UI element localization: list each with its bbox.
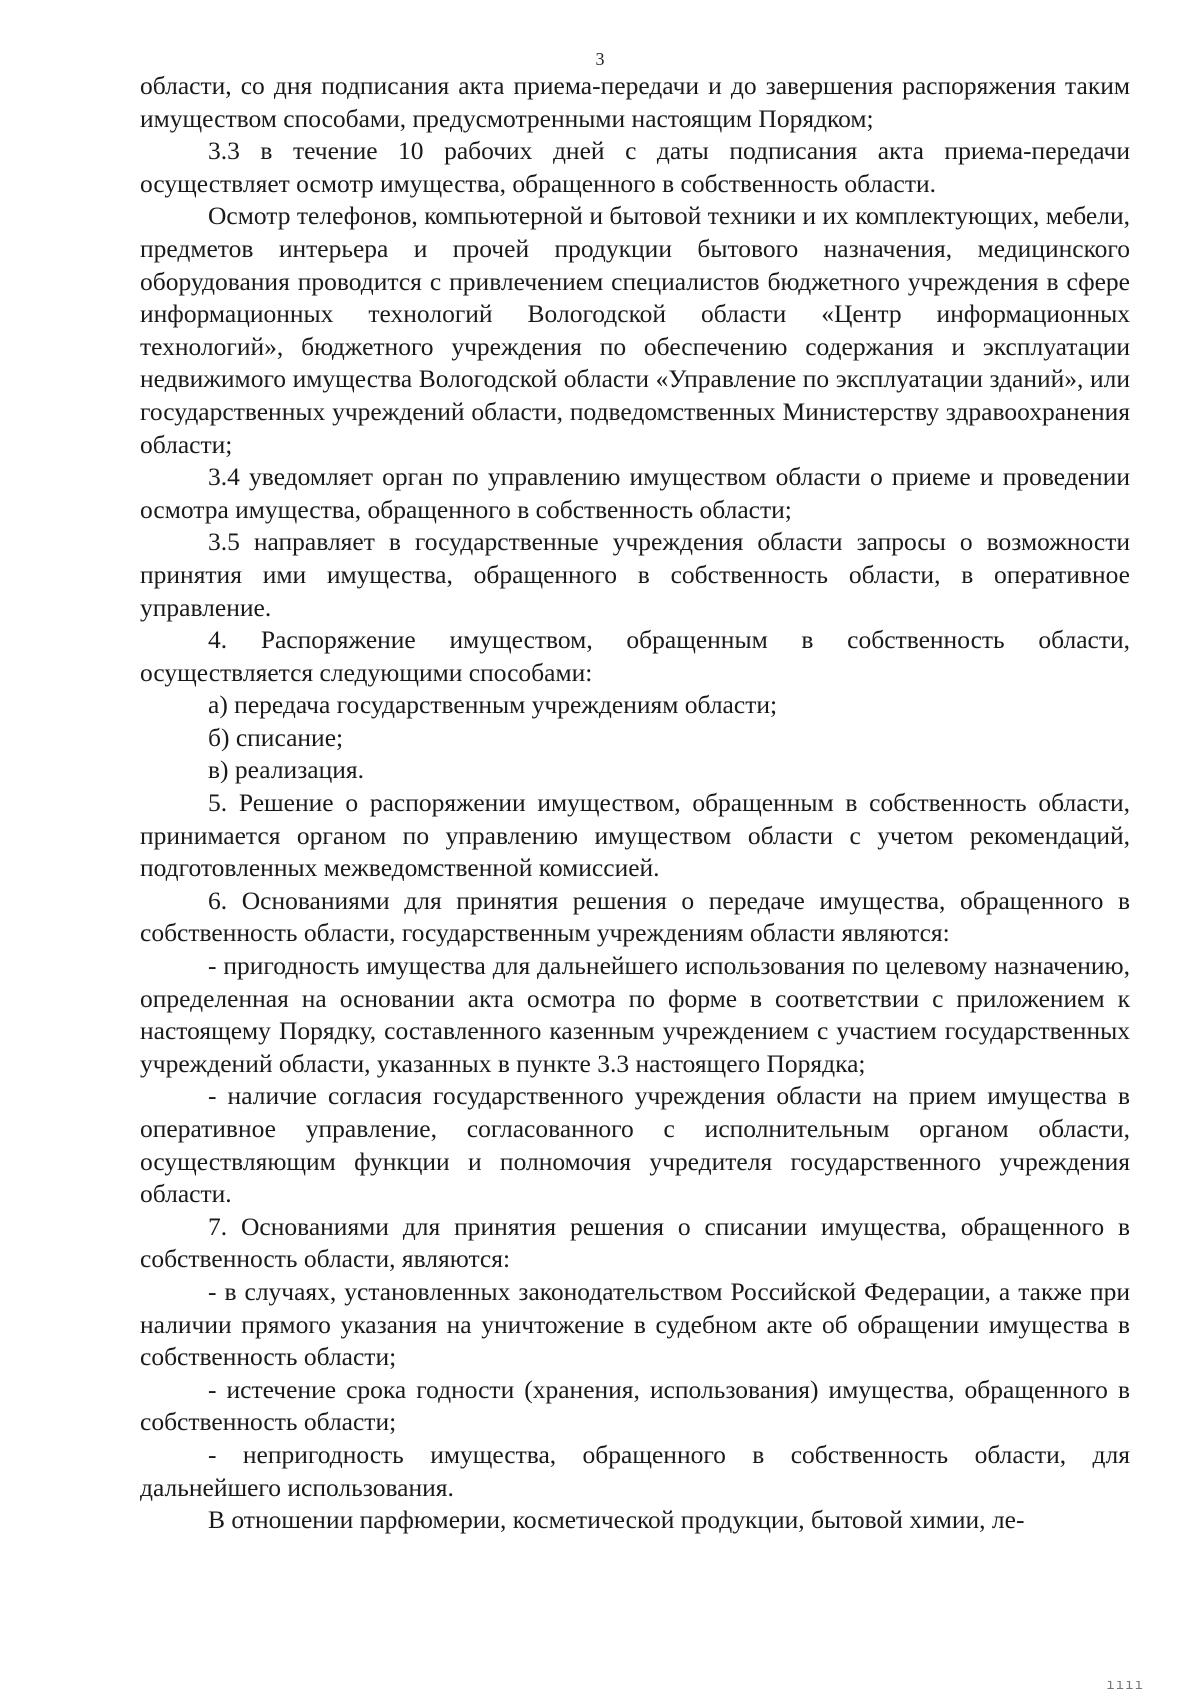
list-item: - непригодность имущества, обращенного в собственность области, для дальнейшего использования. [140, 1439, 1130, 1502]
paragraph: 7. Основаниями для принятия решения о списании имущества, обращенного в собственность области, являются: [140, 1211, 1130, 1274]
page-number: 3 [595, 49, 605, 69]
document-body [140, 70, 1130, 1537]
paragraph: 6. Основаниями для принятия решения о передаче имущества, обращенного в собственность области, государственным учреждениям области являются: [140, 885, 1130, 948]
paragraph: 4. Распоряжение имуществом, обращенным в собственность области, осуществляется следующими способами: [140, 625, 1130, 687]
list-item: - наличие согласия государственного учреждения области на прием имущества в оперативное управление, согласованного с исполнительным органом области, осуществляющим функции и полномочия учредителя государственного учреждения области. [140, 1081, 1130, 1209]
scan-corner-mark: ıııı [1106, 1677, 1144, 1693]
paragraph: Осмотр телефонов, компьютерной и бытовой техники и их комплектующих, мебели, предметов интерьера и прочей продукции бытового назначения, медицинского оборудования проводится с привлечением специалистов бюджетного учреждения в сфере информационных технологий Вологодской области «Центр информационных технологий», бюджетного учреждения по обеспечению содержания и эксплуатации недвижимого имущества Вологодской области «Управление по эксплуатации зданий», или государственных учреждений области, подведомственных Министерству здравоохранения области; [140, 201, 1130, 459]
list-item: в) реализация. [208, 755, 364, 785]
list-item: - в случаях, установленных законодательством Российской Федерации, а также при наличии прямого указания на уничтожение в судебном акте об обращении имущества в собственность области; [140, 1276, 1130, 1372]
list-item: - истечение срока годности (хранения, использования) имущества, обращенного в собственность области; [140, 1374, 1130, 1437]
paragraph: 5. Решение о распоряжении имуществом, обращенным в собственность области, принимается органом по управлению имуществом области с учетом рекомендаций, подготовленных межведомственной комиссией. [140, 788, 1130, 883]
list-item: - пригодность имущества для дальнейшего использования по целевому назначению, определенная на основании акта осмотра по форме в соответствии с приложением к настоящему Порядку, составленного казенным учреждением с участием государственных учреждений области, указанных в пункте 3.3 настоящего Порядка; [140, 951, 1130, 1078]
paragraph: области, со дня подписания акта приема-передачи и до завершения распоряжения таким имуществом способами, предусмотренными настоящим Порядком; [140, 71, 1130, 133]
list-item: а) передача государственным учреждениям области; [208, 690, 778, 720]
paragraph: 3.5 направляет в государственные учреждения области запросы о возможности принятия ими имущества, обращенного в собственность области, в оперативное управление. [140, 527, 1130, 622]
paragraph: 3.4 уведомляет орган по управлению имуществом области о приеме и проведении осмотра имущества, обращенного в собственность области; [140, 462, 1130, 524]
list-item: б) списание; [208, 722, 344, 752]
paragraph: 3.3 в течение 10 рабочих дней с даты подписания акта приема-передачи осуществляет осмотр имущества, обращенного в собственность области. [140, 136, 1130, 198]
paragraph: В отношении парфюмерии, косметической продукции, бытовой химии, ле- [208, 1505, 1025, 1535]
